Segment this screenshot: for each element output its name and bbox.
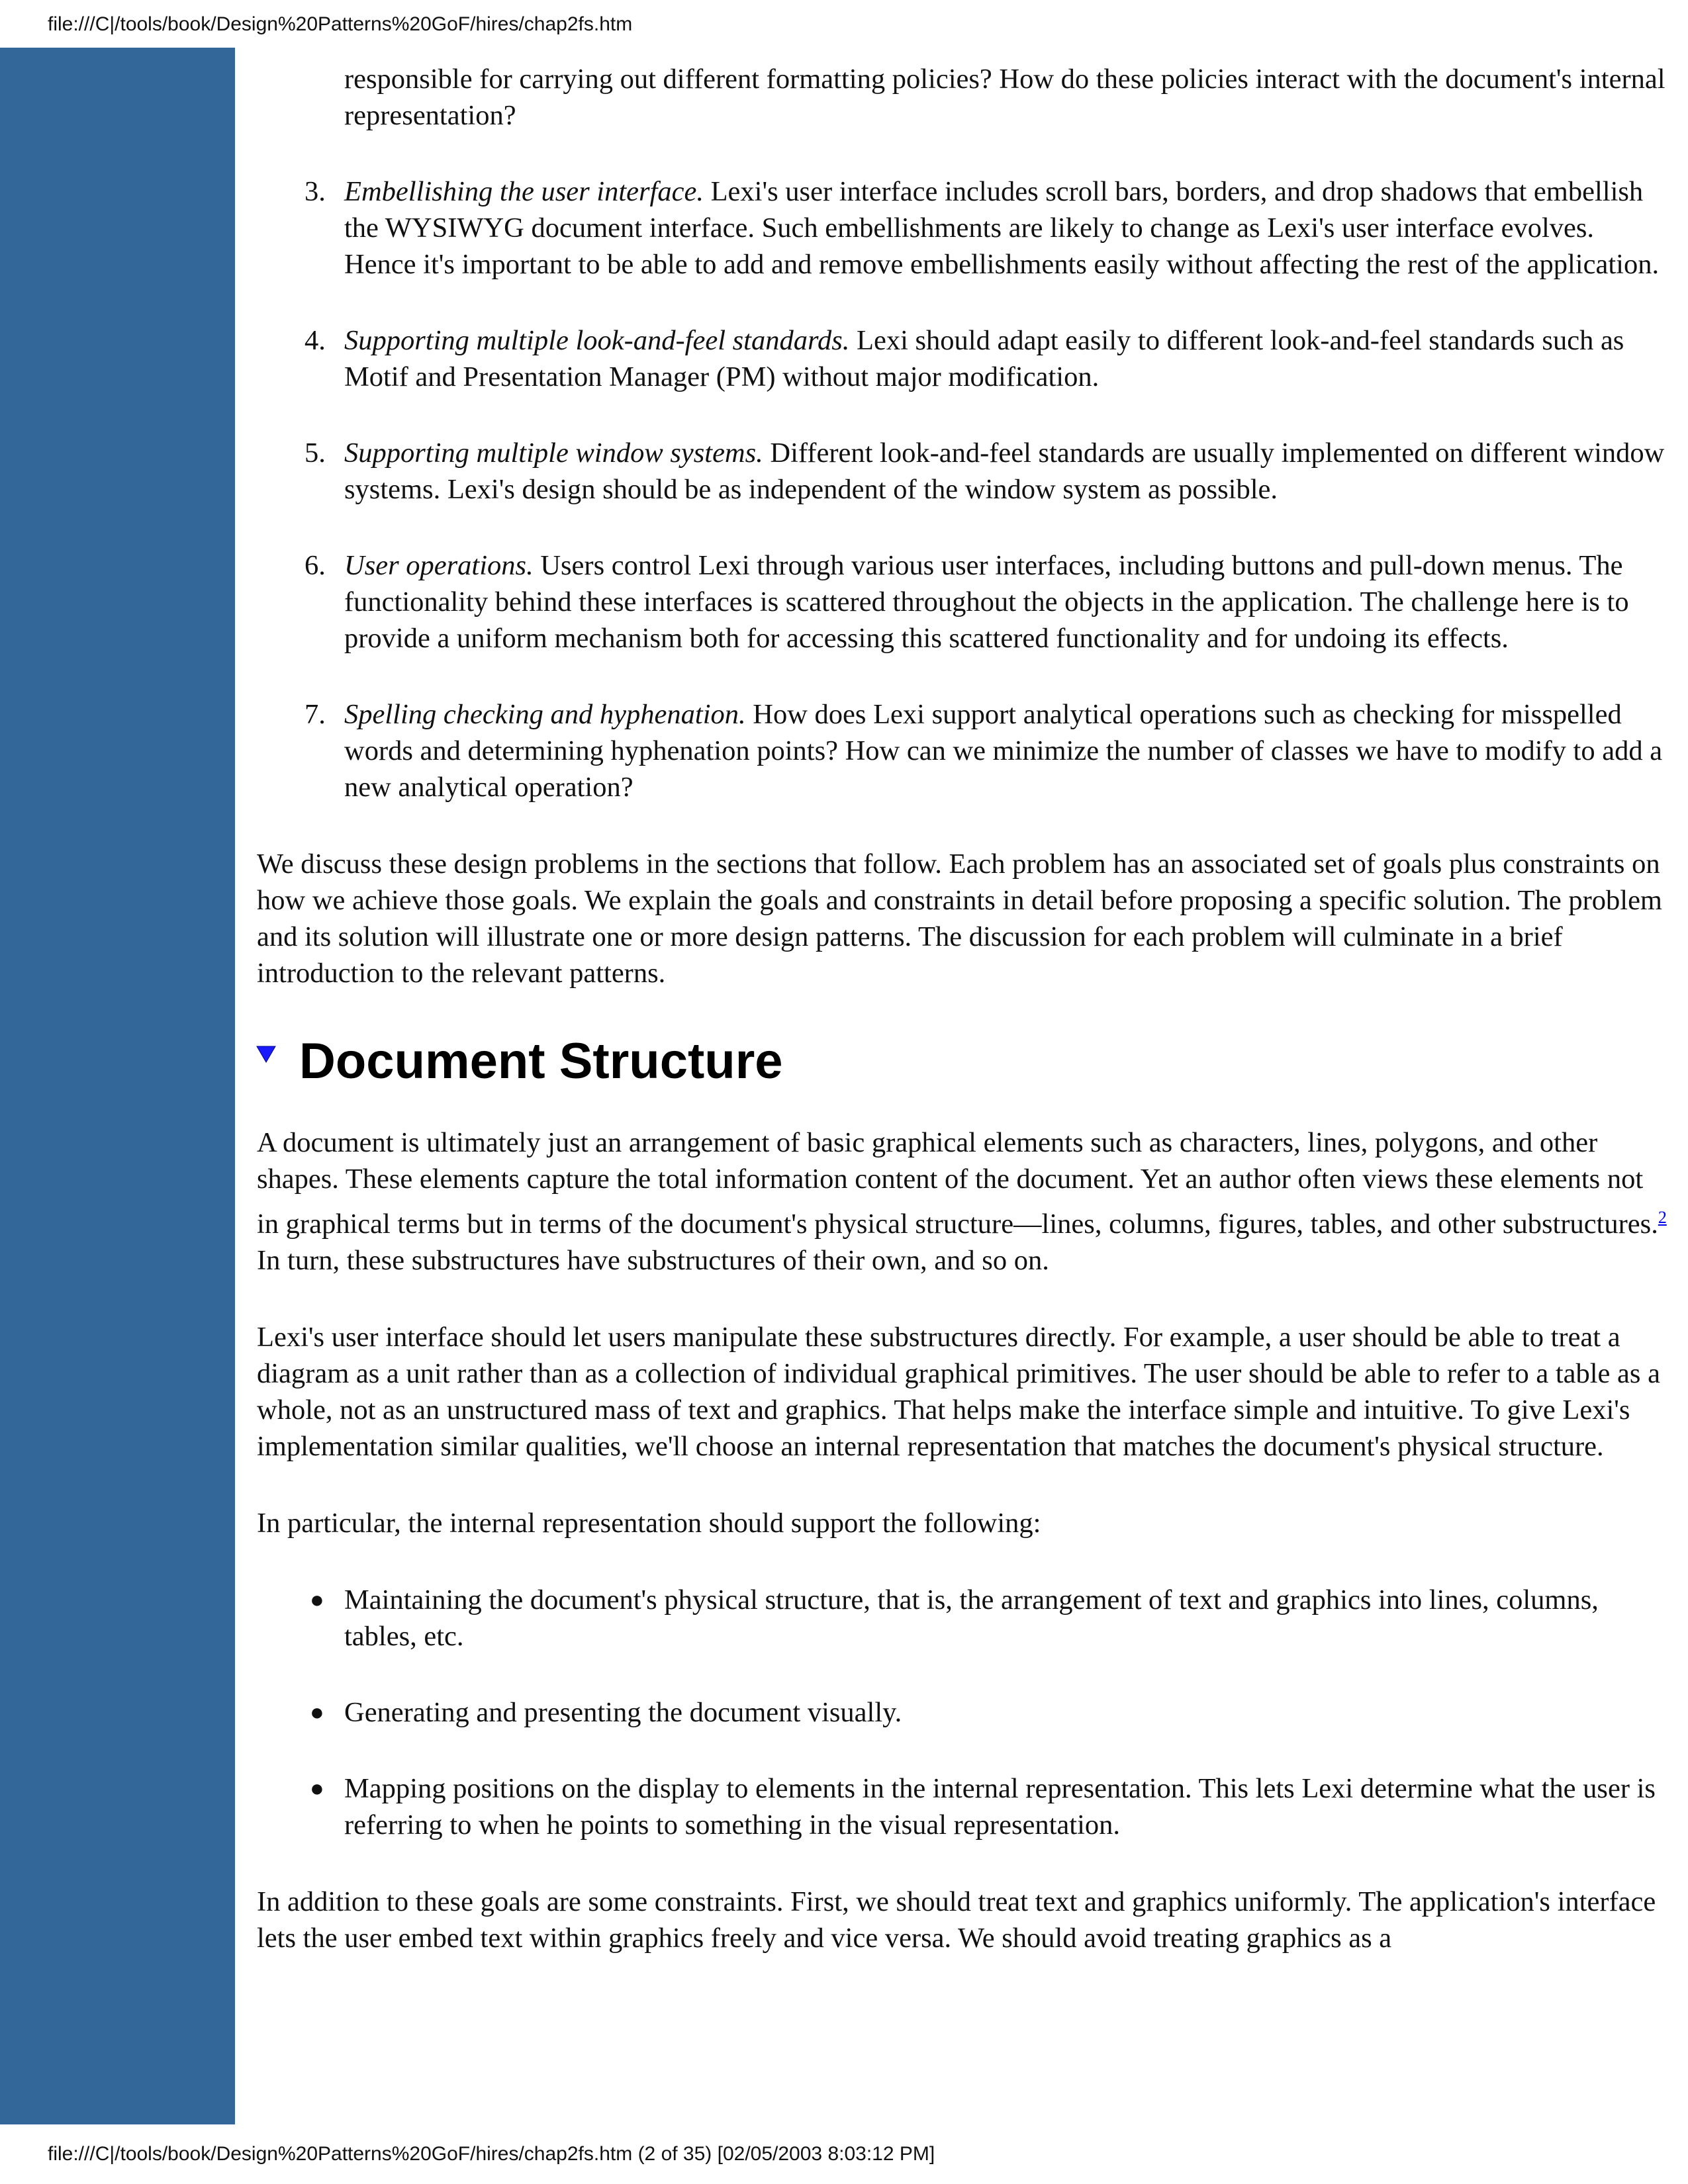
bullet-icon: ● [310,1586,324,1614]
list-item-title: Spelling checking and hyphenation. [344,699,746,730]
paragraph-document [257,1124,1667,1279]
bullet-text: Maintaining the document's physical structure, that is, the arrangement of text and graphics into lines, columns, tables, etc. [344,1584,1599,1653]
section-title: Document Structure [299,1033,783,1089]
list-item-text: Lexi's user interface includes scroll bars, borders, and drop shadows that embellish the WYSIWYG document interface. Such embellishments are likely to change as Lexi's user interface evolves. Hence it's important to be able to add and remove embellishments easily without affecting the rest of the application. [344,176,1660,280]
list-item [257,547,1667,657]
list-item-text: Users control Lexi through various user interfaces, including buttons and pull-down menus. The functionality behind these interfaces is scattered throughout the objects in the application. The challenge here is to provide a uniform mechanism both for accessing this scattered functionality and for undoing its effects. [344,550,1629,654]
list-item-title: Supporting multiple window systems. [344,437,763,469]
bullet-icon: ● [310,1699,324,1726]
paragraph-document-text: A document is ultimately just an arrangement of basic graphical elements such as characters, lines, polygons, and other shapes. These elements capture the total information content of the document. Yet an author often views these elements not in graphical terms but in terms of the document's physical structure—lines, columns, figures, tables, and other substructures. [257,1127,1658,1240]
list-item-number: 6. [305,550,326,581]
bullet-text: Mapping positions on the display to elements in the internal representation. This lets Lexi determine what the user is referring to when he points to something in the visual representation. [344,1773,1656,1841]
list-item [257,322,1667,395]
list-item-title: Embellishing the user interface. [344,176,704,207]
list-item [257,435,1667,508]
paragraph-constraints: In addition to these goals are some constraints. First, we should treat text and graphics uniformly. The application's interface lets the user embed text within graphics freely and vice versa. We should avoid treating graphics as a [257,1886,1656,1954]
list-item-title: User operations. [344,550,534,581]
list-item-number: 3. [305,176,326,207]
list-item-text: Lexi should adapt easily to different look-and-feel standards such as Motif and Presentation Manager (PM) without major modification. [344,325,1624,392]
list-item-title: Supporting multiple look-and-feel standards. [344,325,850,356]
list-item-continued [257,61,1667,134]
design-issues-list [257,61,1667,805]
list-item-text: How does Lexi support analytical operations such as checking for misspelled words and determining hyphenation points? How can we minimize the number of classes we have to modify to add a new analytical operation? [344,699,1663,803]
section-heading [257,1032,1667,1091]
list-item-number: 4. [305,325,326,356]
footer-url: file:///C|/tools/book/Design%20Patterns%20GoF/hires/chap2fs.htm (2 of 35) [02/05/2003 8:03:12 PM] [48,2143,935,2165]
list-item-number: 7. [305,699,326,730]
bullet-icon: ● [310,1775,324,1802]
paragraph-discuss: We discuss these design problems in the sections that follow. Each problem has an associated set of goals plus constraints on how we achieve those goals. We explain the goals and constraints in detail before proposing a specific solution. The problem and its solution will illustrate one or more design patterns. The discussion for each problem will culminate in a brief introduction to the relevant patterns. [257,848,1662,989]
sidebar-band [0,48,235,2124]
bullet-text: Generating and presenting the document visually. [344,1697,902,1729]
list-item-text: Different look-and-feel standards are usually implemented on different window systems. Lexi's design should be as independent of the window system as possible. [344,437,1665,505]
paragraph-document-text-2: In turn, these substructures have substructures of their own, and so on. [257,1245,1049,1277]
list-item [257,696,1667,805]
document-content [257,61,1667,1997]
requirements-list [257,1582,1667,1843]
footnote-link[interactable]: 2 [1658,1208,1667,1227]
list-item-text: responsible for carrying out different formatting policies? How do these policies interact with the document's internal representation? [344,64,1665,131]
triangle-down-icon[interactable] [256,1044,277,1065]
paragraph-lexi-ui: Lexi's user interface should let users manipulate these substructures directly. For example, a user should be able to treat a diagram as a unit rather than as a collection of individual graphical primitives. The user should be able to refer to a table as a whole, not as an unstructured mass of text and graphics. That helps make the interface simple and intuitive. To give Lexi's implementation similar qualities, we'll choose an internal representation that matches the document's physical structure. [257,1322,1660,1463]
list-item-number: 5. [305,437,326,469]
header-url: file:///C|/tools/book/Design%20Patterns%20GoF/hires/chap2fs.htm [48,13,633,35]
list-item [257,173,1667,283]
bullet-item [257,1694,1667,1731]
bullet-item [257,1582,1667,1655]
paragraph-in-particular: In particular, the internal representation should support the following: [257,1508,1041,1539]
bullet-item [257,1770,1667,1843]
